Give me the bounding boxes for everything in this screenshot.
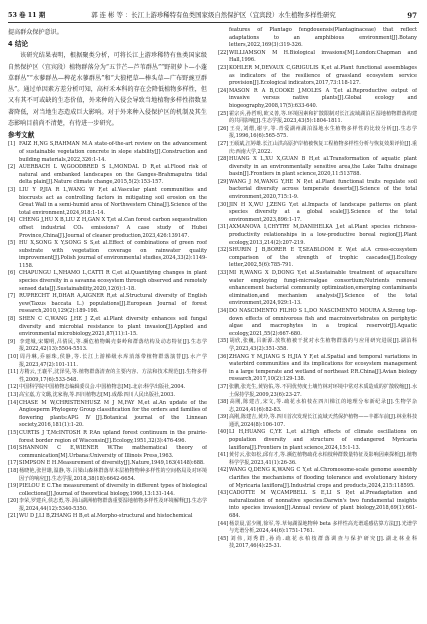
reference-item [218, 536, 417, 551]
reference-number: [15] [8, 429, 19, 436]
reference-text: AUERBACH L W,GOODBRED S L,MONDAL D R,et al.Flood risk of natural and embanked landscapes on the Ganges-Brahmaputra tidal delta plain[J].Nature climate change,2015,5(2):153-157. [19, 164, 207, 186]
running-title: 郭 连 彬 等 ：长江上游珍稀特有鱼类国家级自然保护区（宜宾段）水生植物多样性研究 [91, 11, 336, 19]
reference-number: [21] [8, 513, 19, 520]
reference-item [218, 126, 417, 141]
reference-text: WANG Q,DENG K,WANG C Y,et al.Chromosome-scale genome assembly clarifies the mechanisms of flooding tolerance and evolutionary history of Myricaria laxiflora[J].Industrial crops and products,2024,215:118595. [229, 467, 417, 489]
reference-number: [45] [218, 535, 229, 542]
reference-number: [6] [8, 270, 16, 277]
reference-number: [20] [8, 498, 19, 505]
right-column [218, 27, 417, 617]
reference-item [8, 513, 207, 521]
reference-item [218, 65, 417, 88]
reference-number: [8] [8, 316, 16, 323]
reference-item [8, 316, 207, 339]
reference-text: RUPRECHT H,DHAR A,AIGNER R,et al.Structural diversity of English yew(Taxus baccata L.) populations[J].European Journal of forest research,2010,129(2):189-198. [19, 293, 207, 315]
reference-text: 杨景晨,雷少刚,徐军,等.草甸湖湿地物种 beta 多样性高光谱遥感估算方法[J].光谱学与光谱分析,2024,44(6):1751-1761. [229, 520, 417, 535]
reference-number: [25] [218, 110, 229, 117]
reference-number: [10] [8, 354, 19, 360]
journal-volume: 53 卷 11 期 [8, 11, 46, 19]
reference-text: WU D J,LI B,ZHANG H B,et al.Morpho-structural and histochemical [19, 513, 193, 520]
reference-item [8, 240, 207, 270]
reference-text: SIMPSON E H.Measurement of diversity[J].Nature,1949,163(4148):688. [19, 460, 205, 467]
page-number: 97 [407, 11, 417, 20]
left-column [8, 27, 207, 617]
reference-text: 黄付云,张如松,邱有才,等.濒危植物疏花水柏枝种群数量特征及影响因素探析[J].植物科学学报,2023,41(1):26-36. [229, 452, 417, 466]
reference-number: [27] [218, 140, 229, 147]
reference-text: CHAPUNGU L,NHAMO L,CATTI R C,et al.Quantifying changes in plant species diversity in a savanna ecosystem through observed and remotely sensed data[J].Sustainability,2020,12(6):1-18. [19, 270, 207, 292]
reference-number: [38] [218, 399, 229, 406]
lead-paragraph: 提高群众保护意识。 [8, 29, 63, 36]
reference-number: [23] [218, 64, 229, 71]
reference-item [218, 521, 417, 536]
reference-item [8, 460, 207, 468]
reference-item [8, 384, 207, 392]
reference-item [218, 490, 417, 520]
reference-item [218, 338, 417, 353]
reference-number: [43] [218, 490, 229, 497]
reference-text: CHASE M W,CHRISTENHUSZ M J M,FAY M,et al.An update of the Angiosperm Phylogeny Group classification for the orders and families of flowering plants:APG Ⅳ[J].Botanical journal of the Linnean society,2016,181(1):1-20. [19, 399, 207, 429]
reference-text: 高宝嘉,方文璐,沈家驹,等.四川植物志[M].成都:四川人民出版社,2003. [19, 391, 176, 398]
reference-text: 高刚,陈建吉,黄玲,等.四川首次发现长江流域天然保护植物——丰都车前[J].林业科技通讯,2024(8):106-107. [229, 414, 417, 428]
reference-number: [44] [218, 520, 229, 527]
reference-number: [41] [218, 452, 229, 459]
reference-text: 杨晓艳,张世雄,温静,等.吕梁山森林群落草本层植物物种多样性的空间格局及对环境因子的响应[J].生态学报,2018,38(18):6642-6654. [19, 467, 207, 482]
reference-text: 中国科学院中国植物志编辑委员会.中国植物志[M].北京:科学出版社,2004. [19, 384, 186, 391]
reference-text: 方精云,王襄平,沈泽昊,等.植物群落清查的主要内容、方法和技术规范[J].生物多样性,2009,17(6):533-548. [19, 369, 207, 383]
reference-item [8, 164, 207, 187]
reference-number: [30] [218, 201, 229, 208]
reference-item [8, 293, 207, 316]
reference-item [8, 483, 207, 498]
reference-number: [1] [8, 141, 16, 148]
section-title-conclusion: 4 结论 [8, 40, 29, 49]
reference-number: [28] [218, 156, 229, 163]
reference-number: [42] [218, 467, 229, 474]
reference-text: CADOTTE M W,CAMPBELL S E,LI S P,et al.Preadaptation and naturalization of nonnative species:Darwin's two fundamental insights into species invasion[J].Annual review of plant biology,2018,69(1):661-684. [229, 490, 417, 519]
reference-number: [13] [8, 391, 19, 398]
reference-number: [17] [8, 460, 19, 467]
reference-item [218, 384, 417, 399]
reference-item [8, 369, 207, 384]
reference-text: 霍宗兵,孙哲明,欧义善,等.环境因素和扩散限制对长江流域湖泊区湿地植物群落构建的共同影响[J].生态学报,2023,43(5):1804-1811. [229, 110, 417, 125]
reference-text: 王硕斌,江婷雄.长江山洪高原护岸植被恢复工程植物多样性分析与恢复效果评价[J].重庆:西南大学,2022. [229, 140, 417, 155]
header-rule [8, 22, 419, 23]
reference-text: 李建城,宋耀明,吕倩民,等.濒危植物蝎壳秦岭和群落结构及动态特征[J].生态学报,2022,42(13):5504-5513. [19, 338, 207, 353]
reference-item [8, 498, 207, 513]
running-header [8, 9, 419, 22]
reference-text: SHANNON C E,WIENER W.The mathematical theory of communication[M].Urbana:University of Illinois Press,1963. [19, 445, 207, 459]
reference-text: SHURIN J B,BORER E T,SEABLOOM E W,et al.A cross-ecosystem comparison of the strength of trophic cascades[J].Ecology letter,2002,5(6):785-791. [229, 247, 417, 269]
reference-item [218, 50, 417, 65]
reference-text: 张鹏,张光生,黄钧佑,等.不同优势度土壤竹林对环境中常对木质造成的扩散收缩[J].水土保持学报,2009,23(6):23-27. [229, 383, 417, 398]
reference-item [218, 399, 417, 414]
reference-text: LIU Y P,JIA R L,WANG W F,et al.Vascular plant communities and biocrusts act as controlling factors in mitigating soil erosion on the Great Wall in a semi-humid area of Northwestern China[J].Science of the total environment,2024,918:1-14. [19, 186, 207, 216]
reference-item [218, 202, 417, 225]
reference-text: PIELOU E C.The measurement of diversity in different types of biological collections[J].Journal of theoretical biology,1966,13:131-144. [19, 483, 207, 497]
reference-text: LI H,HUANG C,YE L,et al.High effects of climate oscillations on population diversity and structure of endangered Myricaria laxiflora[J].Frontiers in plant science,2024,15:1-13. [229, 429, 417, 451]
reference-item [218, 429, 417, 452]
reference-text: DO NASCIMENTO FILHO S L,DO NASCIMENTO MOURA A.Strong top-down effects of omnivorous fish and macroinvertebrates on periphytic algae and macrophytes in a tropical reservoir[J].Aquatic ecology,2021,55(2):667-680. [229, 307, 417, 337]
reference-item [218, 111, 417, 126]
reference-text: HUANG X L,XU X,GUAN B H,et al.Transformation of aquatic plant diversity in an environmentally sensitive area,the Lake Taihu drainage basin[J].Frontiers in plant science,2020,11:513788. [229, 156, 417, 178]
reference-item [8, 445, 207, 460]
reference-number: [3] [8, 186, 16, 193]
reference-item [8, 468, 207, 483]
reference-text: 李荣,罗建兵,侯志勇,等.洞山湖洲植物群落重要湿地植物多样性及环境解释[J].生态学报,2024,44(12):5340-5350. [19, 498, 207, 512]
reference-number: [2] [8, 164, 16, 171]
reference-item [218, 247, 417, 270]
reference-item [8, 217, 207, 240]
reference-number: [32] [218, 247, 229, 254]
reference-number: [14] [8, 399, 19, 406]
reference-text: features of Plantago fengdouensis(Plantaginaceae) that reflect adaptations to an amphibious environment[J].Botany letters,2022,169(3):319-326. [229, 27, 417, 49]
reference-number: [4] [8, 217, 16, 224]
reference-number: [5] [8, 240, 16, 247]
reference-number: [39] [218, 414, 229, 421]
reference-number: [35] [218, 338, 229, 345]
reference-text: CURTIS J T,McINTOSH R P.An upland forest continuum in the prairie-forest border region of Wisconsin[J].Ecology,1951,32(3):476-496. [19, 429, 207, 444]
reference-text: 高刚,陈建吉,宋文,等.疏花水柏枝在四川梯江的地理分布新纪录[J].生物学杂志,2024,41(6):82-83. [229, 399, 417, 413]
reference-text: MASON R A B,COOKE J,MOLES A T,et al.Reproductive output of invasive versus native plants[J].Global ecology and biogeography,2008,17(5):633-640. [229, 87, 417, 109]
reference-text: 周丹琳,乔丽珠,侯静,等.长江上游梯级水库消落带植物群落演替[J].水产学报,2023,47(2):101-111. [19, 354, 207, 368]
reference-item [218, 452, 417, 467]
reference-item [8, 430, 207, 445]
reference-text: 王亮,刘熠,谢宇,等.青爱湖州湖泊湿地水生植物多样性的比较分析[J].生态学报,1996,16(6):565-575. [229, 125, 417, 140]
conclusion-paragraph: 该研究结果表明，根据聚类分析，可将长江上游珍稀特有鱼类国家级自然保护区（宜宾段）植物群落分为“五节芒—芦苇群丛”“野胡萝卜—小蓬草群丛”“水蓼群丛—稗花水蓼群丛”和“大狼杷草—棒头草—广布野豌豆群丛”。通过单因素方差分析可知，高杆禾本科的存在会降低植物多样性，但又有其不可或缺的生态价值，外来种的入侵会导致当地植物多样性指数显著降低，对当地生态造成巨大影响。对于外来种入侵保护区的机制及其生态影响目前尚不清楚，有待进一步研究。 [8, 52, 207, 128]
reference-text: 刘伟,刘秀群,孙尚.疏花水柏枝群落调查与保护研究[J].湖北林业科技,2017,46(4):25-31. [229, 535, 417, 550]
reference-text: HU X,SONG X Y,SONG S S,et al.Effect of combinations of green roof substrate with vegetation coverage on rainwater quality improvement[J].Polish journal of environmental studies,2024,33(2):1149-1158. [19, 240, 207, 269]
reference-item [218, 270, 417, 308]
references-title: 参考文献 [8, 131, 35, 140]
reference-number: [9] [8, 338, 16, 345]
reference-list [8, 141, 207, 521]
reference-item [218, 467, 417, 490]
reference-item [8, 339, 207, 354]
reference-item [218, 27, 417, 50]
reference-number: [37] [218, 383, 229, 390]
reference-number: [33] [218, 270, 229, 276]
reference-number: [36] [218, 353, 229, 360]
reference-item [218, 414, 417, 429]
reference-number: [40] [218, 429, 229, 436]
reference-item [218, 354, 417, 384]
reference-text: SHEN C C,WANG J,HE J Z,et al.Plant diversity enhances soil fungal diversity and microbial resistance to plant invasion[J].Applied and environmental microbiology,2021,87(11):1-15. [19, 316, 207, 338]
reference-text: JIN H X,WU J,ZENG Y,et al.Impacts of landscape patterns on plant species diversity at a global scale[J].Science of the total environment,2023,896:1-17. [229, 201, 417, 223]
reference-text: FAIZ H,NG S,RAHMAN M.A state-of-the-art review on the advancement of sustainable vegetation concrete in slope stability[J].Construction and building materials,2022,326:1-14. [19, 141, 207, 163]
reference-text: MI R,WANG X D,DONG Y,et al.Sustainable treatment of aquaculture water employing fungi-microalgae consortium;Nutrients removal enhancement bacterial community optimization,emerging contaminants elimination,and mechanism analysis[J].Science of the total environment,2024,929:1-13. [229, 270, 417, 307]
reference-number: [24] [218, 87, 229, 94]
reference-number: [26] [218, 125, 229, 132]
reference-item [8, 392, 207, 400]
reference-number: [18] [8, 467, 19, 474]
reference-item [8, 141, 207, 164]
reference-number: [22] [218, 49, 229, 56]
reference-item [218, 88, 417, 111]
reference-item [8, 187, 207, 217]
reference-item [8, 270, 207, 293]
reference-text: ZHANG Y M,JIANG S H,JIA Y F,et al.Spatial and temporal variations in waterbird communities and its implications for ecosystem management in a large temperate and wetland of northeast P.R.China[J].Avian biology research,2017,10(2):129-138. [229, 353, 417, 383]
reference-item [218, 156, 417, 179]
reference-text: CHENG J,HU X B,LIU Z H,GAN X T,et al.Can forest carbon sequestration offset industrial CO₂ emissions? A case study of Hubei Province,China[J].Journal of cleaner production,2023,426:139147. [19, 217, 207, 239]
reference-number: [31] [218, 224, 229, 231]
reference-item [218, 308, 417, 338]
reference-item [218, 224, 417, 247]
reference-text: WILLIAMSON M H.Biological invasions[M].London:Chapman and Hall,1996. [229, 49, 417, 64]
reference-number: [11] [8, 369, 19, 376]
reference-number: [7] [8, 293, 16, 300]
reference-number: [12] [8, 384, 19, 391]
reference-number: [34] [218, 307, 229, 314]
reference-text: AXMANOVA I,CHYTRY M,DANIHELKA J,et al.Plant species richness-productivity relationships in a low-productive boreal region[J].Plant ecology,2013,214(2):207-219. [229, 224, 417, 246]
reference-text: KOHLER M,DEVAUX C,GRIGULIS K,et al.Plant functional assemblages as indicators of the resilience of grassland ecosystem service provision[J].Ecological indicators,2017,73:118-127. [229, 64, 417, 87]
reference-number: [29] [218, 178, 229, 185]
reference-number: [19] [8, 483, 19, 490]
reference-item [8, 354, 207, 369]
reference-text: 胡欣,张巍,吕新源.放牧植被干扰对水生植物群落的与应用研究进展[J].湖泊科学,2023,43(2):351-358. [229, 338, 417, 352]
reference-item [218, 179, 417, 202]
reference-item [218, 141, 417, 156]
reference-number: [16] [8, 445, 19, 452]
reference-item [8, 400, 207, 430]
reference-text: WANG J M,WANG Y,HE N P,et al.Plant functional traits regulate soil bacterial diversity across temperate deserts[J].Science of the total environment,2020,715:1-9. [229, 178, 417, 201]
reference-list-continued [218, 27, 417, 551]
